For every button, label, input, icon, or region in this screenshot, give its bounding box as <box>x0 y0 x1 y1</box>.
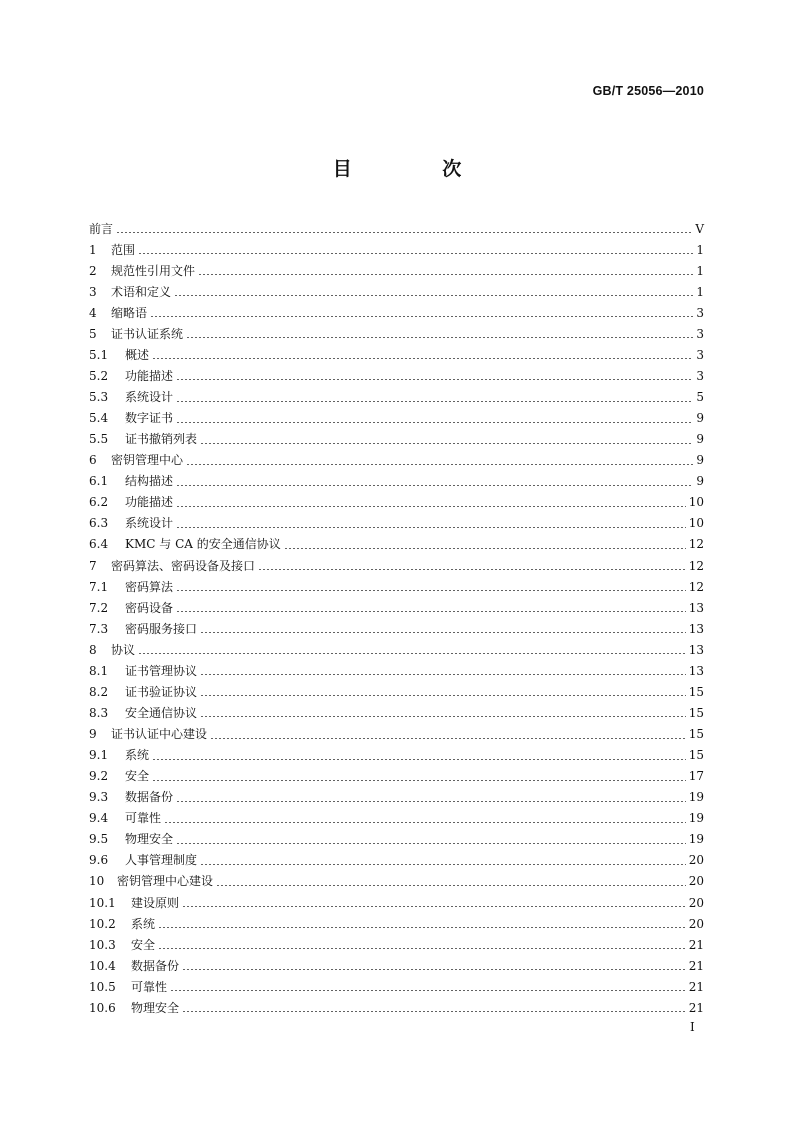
toc-dot-leader <box>138 253 693 254</box>
toc-entry-number: 10.1 <box>89 895 116 910</box>
toc-entry-page: 5 <box>696 390 704 405</box>
toc-entry-page: 20 <box>688 895 704 910</box>
toc-dot-leader <box>210 738 686 739</box>
toc-entry[interactable] <box>89 344 704 365</box>
toc-entry-page: 13 <box>688 642 704 657</box>
toc-dot-leader <box>152 780 686 781</box>
toc-entry-number: 8.1 <box>89 663 109 678</box>
toc-entry[interactable] <box>89 471 704 492</box>
toc-dot-leader <box>258 569 686 570</box>
toc-dot-leader <box>176 506 686 507</box>
toc-entry-label: 安全通信协议 <box>125 705 198 720</box>
toc-entry-page: 15 <box>688 727 704 742</box>
toc-dot-leader <box>182 906 686 907</box>
toc-entry-label: 术语和定义 <box>111 284 172 299</box>
toc-entry-page: 3 <box>696 326 704 341</box>
toc-entry-number: 5.3 <box>89 390 109 405</box>
toc-entry[interactable] <box>89 429 704 450</box>
toc-entry[interactable] <box>89 829 704 850</box>
toc-entry-page: 19 <box>688 832 704 847</box>
toc-entry-page: 9 <box>696 453 704 468</box>
toc-entry-label: 物理安全 <box>131 1000 180 1015</box>
toc-entry[interactable] <box>89 660 704 681</box>
toc-entry-number: 7.2 <box>89 600 109 615</box>
toc-dot-leader <box>158 927 686 928</box>
toc-entry-number: 5.2 <box>89 368 109 383</box>
toc-entry-label: 范围 <box>111 242 136 257</box>
toc-entry-label: 系统 <box>131 916 156 931</box>
toc-entry-label: 可靠性 <box>125 811 162 826</box>
toc-dot-leader <box>182 969 686 970</box>
toc-entry-label: 结构描述 <box>125 474 174 489</box>
toc-entry-label: 概述 <box>125 347 150 362</box>
toc-entry[interactable] <box>89 534 704 555</box>
toc-entry[interactable] <box>89 450 704 471</box>
toc-entry-number: 6.2 <box>89 495 109 510</box>
toc-entry-page: 19 <box>688 811 704 826</box>
toc-entry-label: 人事管理制度 <box>125 853 198 868</box>
toc-dot-leader <box>150 316 693 317</box>
toc-entry-label: 数据备份 <box>125 790 174 805</box>
toc-entry-label: 安全 <box>131 937 156 952</box>
toc-entry[interactable] <box>89 513 704 534</box>
toc-entry-number: 9.1 <box>89 748 109 763</box>
toc-entry[interactable] <box>89 576 704 597</box>
toc-entry-number: 10 <box>89 874 105 889</box>
toc-entry-number: 10.3 <box>89 937 116 952</box>
toc-entry-number: 7.1 <box>89 579 109 594</box>
toc-entry-page: 12 <box>688 558 704 573</box>
toc-entry-number: 4 <box>89 305 97 320</box>
toc-entry[interactable] <box>89 260 704 281</box>
toc-dot-leader <box>176 590 686 591</box>
toc-entry-label: 可靠性 <box>131 979 168 994</box>
toc-entry[interactable] <box>89 555 704 576</box>
toc-entry-page: 12 <box>688 537 704 552</box>
toc-entry[interactable] <box>89 239 704 260</box>
toc-dot-leader <box>116 232 692 233</box>
toc-dot-leader <box>174 295 693 296</box>
toc-entry-label: 安全 <box>125 769 150 784</box>
toc-dot-leader <box>176 801 686 802</box>
toc-entry-label: 前言 <box>89 221 114 236</box>
toc-entry-number: 10.2 <box>89 916 116 931</box>
toc-dot-leader <box>200 674 686 675</box>
toc-entry-number: 9.6 <box>89 853 109 868</box>
toc-entry-label: 证书认证中心建设 <box>111 727 208 742</box>
toc-entry[interactable] <box>89 387 704 408</box>
toc-dot-leader <box>186 337 693 338</box>
toc-entry-page: 12 <box>688 579 704 594</box>
toc-dot-leader <box>176 422 693 423</box>
toc-entry-number: 1 <box>89 242 97 257</box>
toc-entry-label: 证书管理协议 <box>125 663 198 678</box>
toc-entry-page: 3 <box>696 347 704 362</box>
toc-dot-leader <box>176 485 693 486</box>
toc-entry-page: 9 <box>696 474 704 489</box>
toc-entry-page: 21 <box>688 958 704 973</box>
toc-entry-label: 物理安全 <box>125 832 174 847</box>
toc-entry-page: 20 <box>688 916 704 931</box>
toc-entry-label: 数据备份 <box>131 958 180 973</box>
toc-entry[interactable] <box>89 365 704 386</box>
toc-entry-page: 20 <box>688 874 704 889</box>
toc-entry-number: 5.1 <box>89 347 109 362</box>
toc-entry-label: 密钥管理中心建设 <box>117 874 214 889</box>
toc-entry-page: 10 <box>688 495 704 510</box>
toc-entry-label: 协议 <box>111 642 136 657</box>
toc-entry[interactable] <box>89 934 704 955</box>
toc-entry[interactable] <box>89 808 704 829</box>
toc-entry-number: 10.6 <box>89 1000 116 1015</box>
toc-entry-page: 10 <box>688 516 704 531</box>
toc-entry-page: 13 <box>688 663 704 678</box>
toc-entry[interactable] <box>89 766 704 787</box>
toc-entry-page: 21 <box>688 937 704 952</box>
toc-dot-leader <box>170 990 686 991</box>
toc-entry-page: 17 <box>688 769 704 784</box>
toc-dot-leader <box>176 843 686 844</box>
toc-entry[interactable] <box>89 681 704 702</box>
toc-entry-number: 10.4 <box>89 958 116 973</box>
toc-entry-label: 缩略语 <box>111 305 148 320</box>
toc-entry-label: 规范性引用文件 <box>111 263 196 278</box>
page-title: 目 次 <box>332 158 504 180</box>
toc-entry-label: 数字证书 <box>125 411 174 426</box>
toc-entry-number: 7 <box>89 558 97 573</box>
toc-entry-page: 13 <box>688 621 704 636</box>
toc-entry-number: 9.5 <box>89 832 109 847</box>
toc-entry-page: 3 <box>696 305 704 320</box>
toc-entry-number: 8.3 <box>89 705 109 720</box>
toc-dot-leader <box>158 948 686 949</box>
toc-entry-label: 密钥管理中心 <box>111 453 184 468</box>
toc-entry[interactable] <box>89 323 704 344</box>
toc-entry-label: 功能描述 <box>125 495 174 510</box>
toc-entry-label: 密码服务接口 <box>125 621 198 636</box>
toc-entry[interactable] <box>89 913 704 934</box>
toc-entry-number: 5.5 <box>89 432 109 447</box>
toc-dot-leader <box>138 653 686 654</box>
toc-entry-number: 9 <box>89 727 97 742</box>
toc-entry-number: 5 <box>89 326 97 341</box>
toc-entry[interactable] <box>89 302 704 323</box>
toc-dot-leader <box>182 1011 686 1012</box>
toc-dot-leader <box>176 611 686 612</box>
table-of-contents <box>89 218 704 1018</box>
toc-entry-page: 3 <box>696 368 704 383</box>
toc-entry[interactable] <box>89 892 704 913</box>
toc-entry-label: 密码算法 <box>125 579 174 594</box>
standard-code: GB/T 25056—2010 <box>592 84 704 98</box>
toc-dot-leader <box>152 759 686 760</box>
toc-entry-number: 10.5 <box>89 979 116 994</box>
toc-entry-label: 系统 <box>125 748 150 763</box>
toc-entry[interactable] <box>89 787 704 808</box>
toc-entry-number: 6.4 <box>89 537 109 552</box>
toc-entry-page: 1 <box>696 263 704 278</box>
toc-entry-label: 系统设计 <box>125 516 174 531</box>
toc-dot-leader <box>198 274 693 275</box>
toc-entry-page: 20 <box>688 853 704 868</box>
toc-entry-page: 1 <box>696 242 704 257</box>
toc-dot-leader <box>284 548 686 549</box>
toc-dot-leader <box>176 401 693 402</box>
toc-entry[interactable] <box>89 281 704 302</box>
toc-entry[interactable] <box>89 639 704 660</box>
toc-dot-leader <box>176 379 693 380</box>
toc-entry-number: 7.3 <box>89 621 109 636</box>
toc-entry-number: 8.2 <box>89 684 109 699</box>
toc-entry-page: V <box>695 221 704 236</box>
toc-dot-leader <box>176 527 686 528</box>
toc-entry-page: 21 <box>688 979 704 994</box>
toc-entry[interactable] <box>89 702 704 723</box>
toc-entry-page: 9 <box>696 432 704 447</box>
toc-entry-label: 系统设计 <box>125 390 174 405</box>
toc-dot-leader <box>216 885 686 886</box>
toc-entry-number: 6 <box>89 453 97 468</box>
toc-dot-leader <box>152 358 693 359</box>
toc-entry[interactable] <box>89 724 704 745</box>
toc-dot-leader <box>200 716 686 717</box>
toc-entry-page: 1 <box>696 284 704 299</box>
toc-entry-number: 6.1 <box>89 474 109 489</box>
toc-entry-label: 功能描述 <box>125 368 174 383</box>
toc-entry[interactable] <box>89 976 704 997</box>
toc-entry[interactable] <box>89 745 704 766</box>
toc-dot-leader <box>164 822 686 823</box>
toc-entry-page: 15 <box>688 705 704 720</box>
toc-entry-page: 15 <box>688 748 704 763</box>
toc-entry-page: 19 <box>688 790 704 805</box>
toc-entry-page: 9 <box>696 411 704 426</box>
toc-entry[interactable] <box>89 955 704 976</box>
toc-entry-label: 建设原则 <box>131 895 180 910</box>
toc-entry[interactable] <box>89 618 704 639</box>
toc-entry[interactable] <box>89 408 704 429</box>
toc-entry-number: 6.3 <box>89 516 109 531</box>
toc-entry-page: 15 <box>688 684 704 699</box>
toc-entry-number: 5.4 <box>89 411 109 426</box>
toc-dot-leader <box>200 864 686 865</box>
toc-entry-number: 9.4 <box>89 811 109 826</box>
toc-entry-number: 8 <box>89 642 97 657</box>
toc-entry-label: 证书认证系统 <box>111 326 184 341</box>
toc-entry-number: 2 <box>89 263 97 278</box>
toc-dot-leader <box>186 464 693 465</box>
toc-entry-page: 13 <box>688 600 704 615</box>
toc-entry-label: KMC 与 CA 的安全通信协议 <box>125 537 281 552</box>
page-number: I <box>690 1020 695 1034</box>
toc-entry-number: 9.2 <box>89 769 109 784</box>
toc-dot-leader <box>200 695 686 696</box>
toc-entry[interactable] <box>89 871 704 892</box>
toc-entry[interactable] <box>89 850 704 871</box>
toc-dot-leader <box>200 632 686 633</box>
toc-entry-label: 密码设备 <box>125 600 174 615</box>
toc-entry-label: 密码算法、密码设备及接口 <box>111 558 256 573</box>
toc-entry[interactable] <box>89 218 704 239</box>
toc-entry-page: 21 <box>688 1000 704 1015</box>
toc-entry-number: 3 <box>89 284 97 299</box>
toc-entry-label: 证书撤销列表 <box>125 432 198 447</box>
toc-entry-label: 证书验证协议 <box>125 684 198 699</box>
toc-entry[interactable] <box>89 492 704 513</box>
toc-entry[interactable] <box>89 997 704 1018</box>
toc-entry[interactable] <box>89 597 704 618</box>
toc-entry-number: 9.3 <box>89 790 109 805</box>
toc-dot-leader <box>200 443 693 444</box>
